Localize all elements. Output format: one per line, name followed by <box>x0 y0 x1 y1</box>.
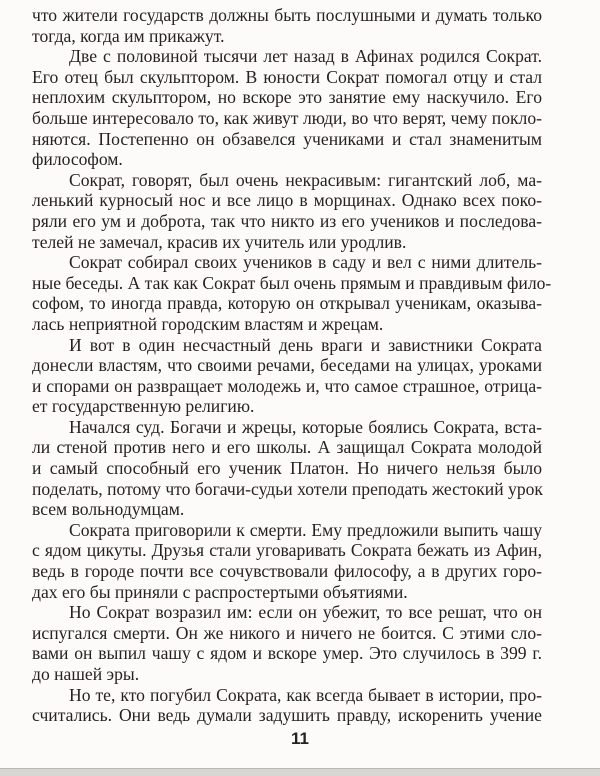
paragraph <box>32 520 542 602</box>
text-line: Но Сократ возразил им: если он убежит, то все решат, что он <box>69 602 542 623</box>
text-line: неплохим скульптором, но вскоре это занятие ему наскучило. Его <box>32 87 542 108</box>
text-line: поделать, потому что богачи-судьи хотели преподать жестокий урок <box>32 478 543 499</box>
text-line: Сократ, говорят, был очень некрасивым: гигантский лоб, ма- <box>69 169 542 190</box>
paragraph <box>32 46 542 170</box>
text-line: софом, то иногда правда, которую он открывал ученикам, оказыва- <box>32 293 542 314</box>
paragraph <box>32 5 542 46</box>
paragraph <box>32 685 542 726</box>
text-line: ведь в городе почти все сочувствовали философу, а в других горо- <box>32 561 542 582</box>
paragraph <box>32 335 542 417</box>
text-line: испугался смерти. Он же никого и ничего не боится. С этими сло- <box>32 622 542 643</box>
text-line: телей не замечал, красив их учитель или уродлив. <box>32 231 407 252</box>
text-line: няются. Постепенно он обзавелся учениками и стал знаменитым <box>32 128 542 149</box>
text-line: до нашей эры. <box>32 664 140 684</box>
text-line: всем вольнодумцам. <box>32 499 185 520</box>
text-line: с ядом цикуты. Друзья стали уговаривать Сократа бежать из Афин, <box>32 540 542 561</box>
page-body-text <box>32 5 552 726</box>
text-line: ли стеной против него и его школы. А защищал Сократа молодой <box>32 437 542 458</box>
text-line: больше интересовало то, как живут люди, во что верят, чему покло- <box>32 107 542 128</box>
text-line: вами он выпил чашу с ядом и вскоре умер. Это случилось в 399 г. <box>32 643 542 664</box>
text-line: Его отец был скульптором. В юности Сократ помогал отцу и стал <box>32 66 542 87</box>
text-line: лась неприятной городским властям и жрецам. <box>32 313 384 334</box>
text-line: Сократ собирал своих учеников в саду и вел с ними длитель- <box>69 252 542 273</box>
text-line: тогда, когда им прикажут. <box>32 25 225 46</box>
text-line: донесли властям, что своими речами, беседами на улицах, уроками <box>32 355 542 376</box>
text-line: Начался суд. Богачи и жрецы, которые боялись Сократа, вста- <box>69 416 542 437</box>
text-line: считались. Они ведь думали задушить правду, искоренить учение <box>32 705 542 726</box>
paragraph <box>32 602 542 684</box>
text-line: И вот в один несчастный день враги и завистники Сократа <box>69 334 542 355</box>
text-line: Две с половиной тысячи лет назад в Афинах родился Сократ. <box>69 46 542 67</box>
text-line: Сократа приговорили к смерти. Ему предложили выпить чашу <box>69 519 542 540</box>
text-line: ные беседы. А так как Сократ был очень прямым и правдивым фило- <box>32 272 552 293</box>
text-line: ет государственную религию. <box>32 396 255 417</box>
text-line: и спорами он развращает молодежь и, что самое страшное, отрица- <box>32 375 542 396</box>
paragraph <box>32 252 552 334</box>
text-line: ряли его ум и доброта, так что никто из его учеников и последова- <box>32 210 542 231</box>
paragraph <box>32 170 542 252</box>
paragraph <box>32 417 542 520</box>
text-line: философом. <box>32 149 123 170</box>
text-line: дах его бы приняли с распростертыми объятиями. <box>32 581 408 602</box>
text-line: и самый способный его ученик Платон. Но ничего нельзя было <box>32 458 542 479</box>
page-number: 11 <box>291 729 309 748</box>
text-line: Но те, кто погубил Сократа, как всегда бывает в истории, про- <box>69 684 542 705</box>
text-line: ленький курносый нос и все лицо в морщинах. Однако всех поко- <box>32 190 542 211</box>
text-line: что жители государств должны быть послушными и думать только <box>32 5 542 25</box>
